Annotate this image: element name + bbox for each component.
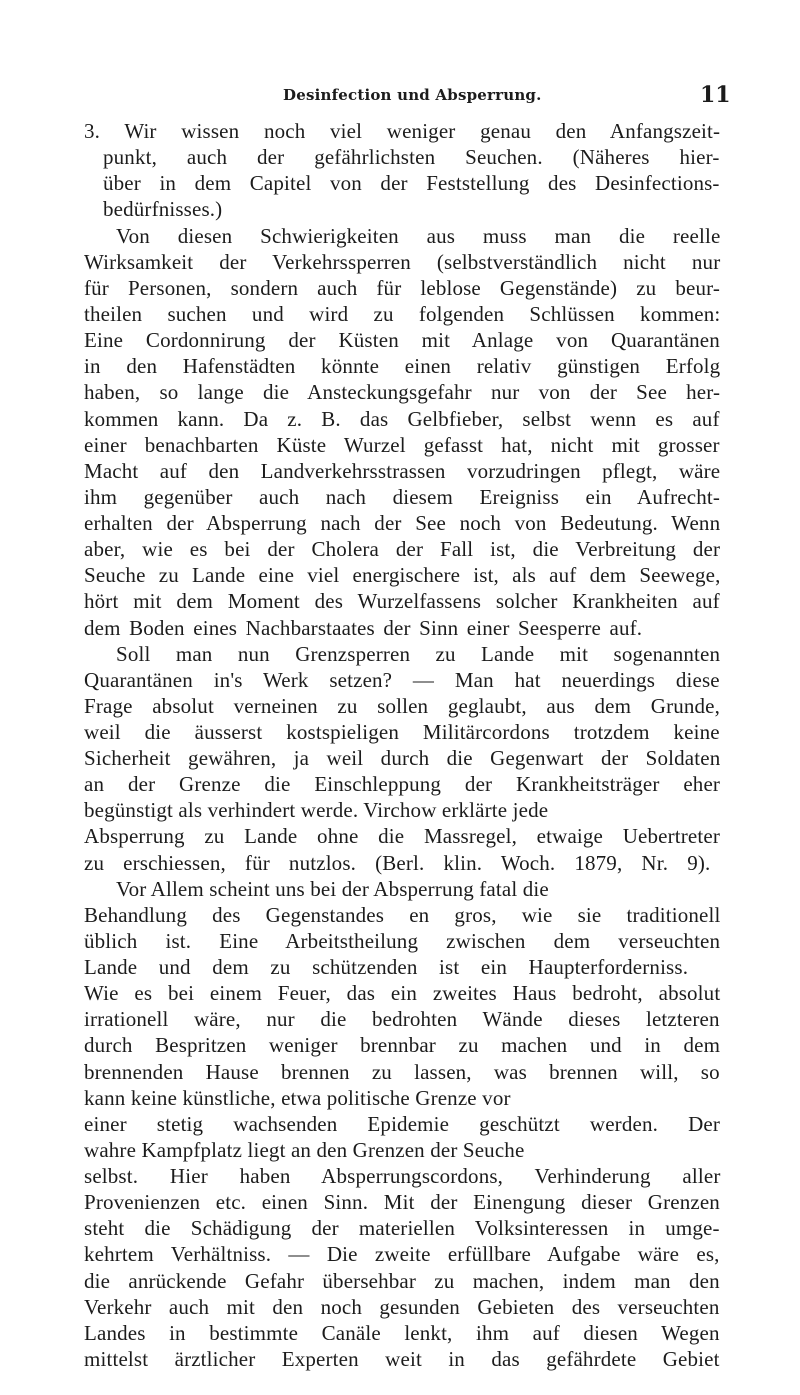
text-line: einer stetig wachsenden Epidemie geschützt werden. Der	[84, 1112, 720, 1136]
text-line: für Personen, sondern auch für leblose Gegenstände) zu beur-	[84, 276, 720, 300]
text-line: Eine Cordonnirung der Küsten mit Anlage von Quarantänen	[84, 328, 720, 352]
text-line: Behandlung des Gegenstandes en gros, wie sie traditionell	[84, 903, 721, 927]
text-line: kehrtem Verhältniss. — Die zweite erfüllbare Aufgabe wäre es,	[84, 1242, 720, 1266]
text-line: theilen suchen und wird zu folgenden Schlüssen kommen:	[84, 302, 721, 326]
text-line: dem Boden eines Nachbarstaates der Sinn einer Seesperre auf.	[84, 616, 643, 640]
text-line: selbst. Hier haben Absperrungscordons, Verhinderung aller	[84, 1164, 721, 1188]
text-line: Vor Allem scheint uns bei der Absperrung fatal die	[116, 877, 549, 901]
text-line: Frage absolut verneinen zu sollen geglaubt, aus dem Grunde,	[84, 694, 721, 718]
text-line: üblich ist. Eine Arbeitstheilung zwischen dem verseuchten	[84, 929, 721, 953]
text-line: Lande und dem zu schützenden ist ein Haupterforderniss.	[84, 955, 689, 979]
text-line: Wirksamkeit der Verkehrssperren (selbstverständlich nicht nur	[84, 250, 721, 274]
text-line: Verkehr auch mit den noch gesunden Gebieten des verseuchten	[84, 1295, 720, 1319]
text-line: weil die äusserst kostspieligen Militärcordons trotzdem keine	[84, 720, 720, 744]
text-line: haben, so lange die Ansteckungsgefahr nur von der See her-	[84, 380, 721, 404]
text-line: Provenienzen etc. einen Sinn. Mit der Einengung dieser Grenzen	[84, 1190, 720, 1214]
text-line: kommen kann. Da z. B. das Gelbfieber, selbst wenn es auf	[84, 407, 720, 431]
text-line: brennenden Hause brennen zu lassen, was brennen will, so	[84, 1060, 720, 1084]
text-line: über in dem Capitel von der Feststellung des Desinfections-	[103, 171, 720, 195]
text-line: Sicherheit gewähren, ja weil durch die Gegenwart der Soldaten	[84, 746, 721, 770]
text-line: Soll man nun Grenzsperren zu Lande mit sogenannten	[116, 642, 721, 666]
text-line: ihm gegenüber auch nach diesem Ereigniss ein Aufrecht-	[84, 485, 721, 509]
text-line: die anrückende Gefahr übersehbar zu machen, indem man den	[84, 1269, 720, 1293]
text-line: Absperrung zu Lande ohne die Massregel, etwaige Uebertreter	[84, 824, 720, 848]
text-line: wahre Kampfplatz liegt an den Grenzen der Seuche	[84, 1138, 525, 1162]
text-line: durch Bespritzen weniger brennbar zu machen und in dem	[84, 1033, 721, 1057]
text-line: an der Grenze die Einschleppung der Krankheitsträger eher	[84, 772, 721, 796]
text-line: steht die Schädigung der materiellen Volksinteressen in umge-	[84, 1216, 720, 1240]
text-line: zu erschiessen, für nutzlos. (Berl. klin. Woch. 1879, Nr. 9).	[84, 851, 711, 875]
text-line: Macht auf den Landverkehrsstrassen vorzudringen pflegt, wäre	[84, 459, 721, 483]
text-line: punkt, auch der gefährlichsten Seuchen. (Näheres hier-	[103, 145, 720, 169]
page-number: 11	[700, 82, 731, 108]
text-line: Seuche zu Lande eine viel energischere ist, als auf dem Seewege,	[84, 563, 721, 587]
text-line: kann keine künstliche, etwa politische Grenze vor	[84, 1086, 511, 1110]
text-line: Von diesen Schwierigkeiten aus muss man die reelle	[116, 224, 721, 248]
text-line: einer benachbarten Küste Wurzel gefasst hat, nicht mit grosser	[84, 433, 720, 457]
text-line: in den Hafenstädten könnte einen relativ günstigen Erfolg	[84, 354, 721, 378]
text-line: Landes in bestimmte Canäle lenkt, ihm auf diesen Wegen	[84, 1321, 720, 1345]
text-line: erhalten der Absperrung nach der See noch von Bedeutung. Wenn	[84, 511, 721, 535]
text-line: bedürfnisses.)	[103, 197, 223, 221]
text-line: irrationell wäre, nur die bedrohten Wände dieses letzteren	[84, 1007, 720, 1031]
text-line: Wie es bei einem Feuer, das ein zweites Haus bedroht, absolut	[84, 981, 721, 1005]
text-line: hört mit dem Moment des Wurzelfassens solcher Krankheiten auf	[84, 589, 720, 613]
text-line: aber, wie es bei der Cholera der Fall ist, die Verbreitung der	[84, 537, 721, 561]
running-head	[0, 82, 800, 110]
text-line: 3. Wir wissen noch viel weniger genau den Anfangszeit-	[84, 119, 721, 143]
text-line: Quarantänen in's Werk setzen? — Man hat neuerdings diese	[84, 668, 720, 692]
text-line: mittelst ärztlicher Experten weit in das gefährdete Gebiet	[84, 1347, 720, 1371]
running-title: Desinfection und Absperrung.	[283, 86, 542, 104]
text-line: begünstigt als verhindert werde. Virchow erklärte jede	[84, 798, 549, 822]
